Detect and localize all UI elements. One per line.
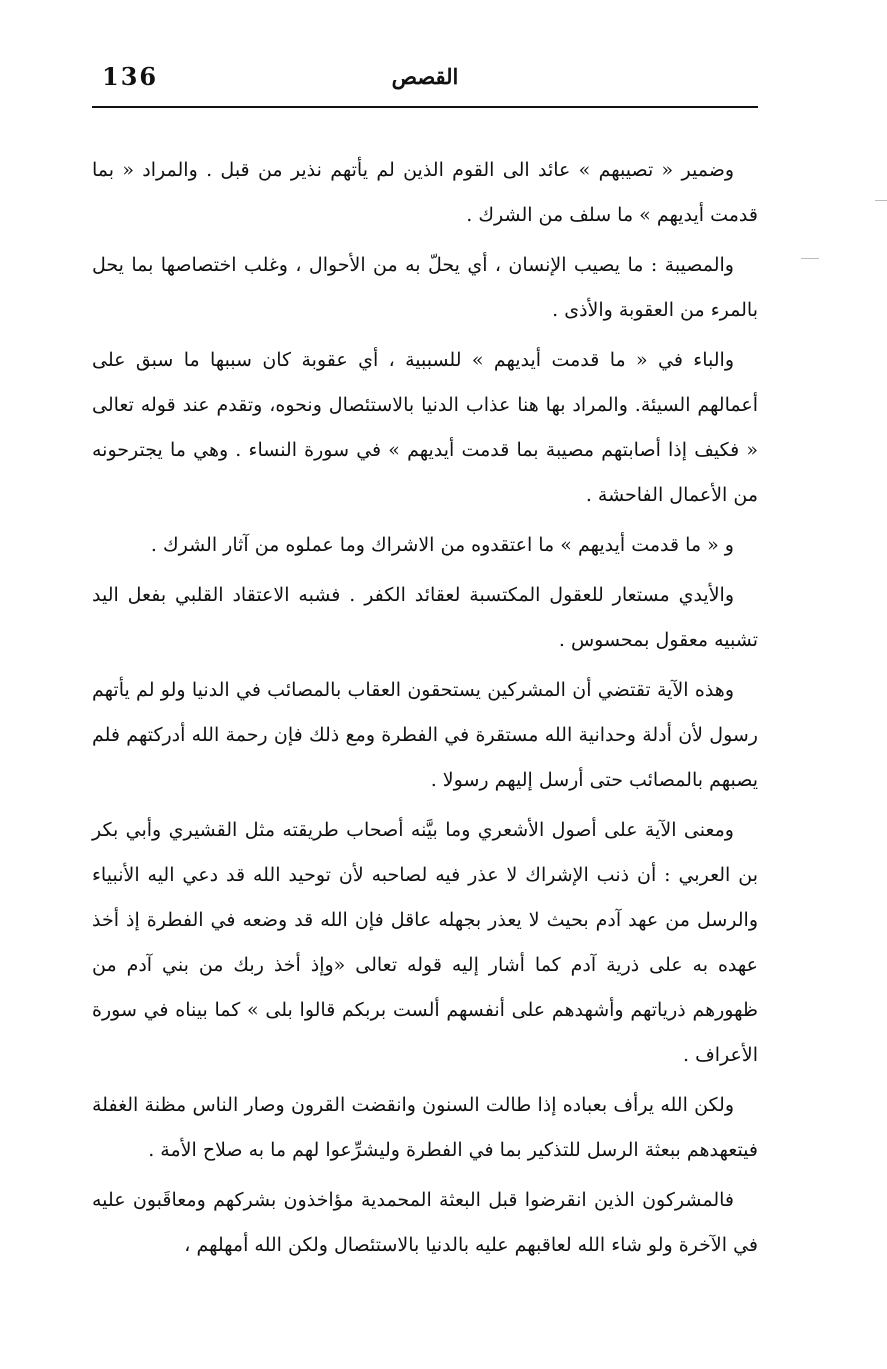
paragraph: و « ما قدمت أيديهم » ما اعتقدوه من الاشراك وما عملوه من آثار الشرك . [150,534,734,556]
paragraph: ولكن الله يرأف بعباده إذا طالت السنون وانقضت القرون وصار الناس مظنة الغفلة فيتعهدهم ببعثة الرسل للتذكير بما في الفطرة وليشرِّعوا لهم ما به صلاح الأمة . [92,1094,758,1161]
margin-mark [875,200,887,201]
body-text [92,148,758,1273]
page-number: 136 [102,62,159,91]
paragraph: والأيدي مستعار للعقول المكتسبة لعقائد الكفر . فشبه الاعتقاد القلبي بفعل اليد تشبيه معقول بمحسوس . [92,584,758,651]
margin-mark [801,258,819,259]
paragraph: والباء في « ما قدمت أيديهم » للسببية ، أي عقوبة كان سببها ما سبق على أعمالهم السيئة. والمراد بها هنا عذاب الدنيا بالاستئصال ونحوه، وتقدم عند قوله تعالى « فكيف إذا أصابتهم مصيبة بما قدمت أيديهم » في سورة النساء . وهي ما يجترحونه من الأعمال الفاحشة . [92,349,758,506]
paragraph: وضمير « تصيبهم » عائد الى القوم الذين لم يأتهم نذير من قبل . والمراد « بما قدمت أيديهم » ما سلف من الشرك . [92,159,758,226]
running-title: القصص [391,64,459,89]
header-rule [92,106,758,108]
paragraph: ومعنى الآية على أصول الأشعري وما بيَّنه أصحاب طريقته مثل القشيري وأبي بكر بن العربي : أن ذنب الإشراك لا عذر فيه لصاحبه لأن توحيد الله قد دعي اليه الأنبياء والرسل من عهد آدم بحيث لا يعذر بجهله عاقل فإن الله قد وضعه في الفطرة إذ أخذ عهده به على ذرية آدم كما أشار إليه قوله تعالى «وإذ أخذ ربك من بني آدم من ظهورهم ذرياتهم وأشهدهم على أنفسهم ألست بربكم قالوا بلى » كما بيناه في سورة الأعراف . [92,819,758,1066]
paragraph: وهذه الآية تقتضي أن المشركين يستحقون العقاب بالمصائب في الدنيا ولو لم يأتهم رسول لأن أدلة وحدانية الله مستقرة في الفطرة ومع ذلك فإن رحمة الله أدركتهم فلم يصبهم بالمصائب حتى أرسل إليهم رسولا . [92,679,758,791]
paragraph: والمصيبة : ما يصيب الإنسان ، أي يحلّ به من الأحوال ، وغلب اختصاصها بما يحل بالمرء من العقوبة والأذى . [92,254,758,321]
paragraph: فالمشركون الذين انقرضوا قبل البعثة المحمدية مؤاخذون بشركهم ومعاقَبون عليه في الآخرة ولو شاء الله لعاقبهم عليه بالدنيا بالاستئصال ولكن الله أمهلهم ، [92,1189,758,1256]
running-header [92,62,758,102]
